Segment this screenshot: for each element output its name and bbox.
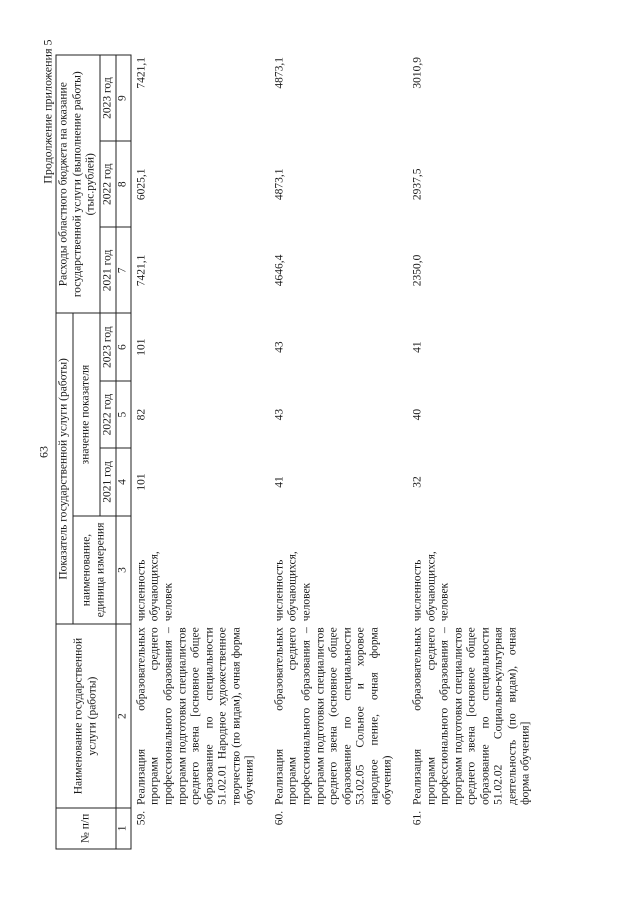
service-name: Реализация образовательных программ среднего профессионального образования – программ подготовки специалистов среднего звена (основное общее образование по специальности 53.02.05 Сольное и хоровое народное пение, очная форма обучения) bbox=[273, 627, 394, 805]
table-row bbox=[269, 55, 407, 849]
expense-2023: 4873,1 bbox=[273, 57, 286, 89]
table-row bbox=[131, 55, 270, 849]
column-number: 9 bbox=[116, 55, 131, 141]
column-number: 4 bbox=[116, 448, 131, 515]
indicator-name: численность обучающихся, человек bbox=[411, 551, 451, 622]
column-number: 8 bbox=[116, 141, 131, 227]
header-value-2021: 2021 год bbox=[100, 448, 117, 515]
header-value-2023: 2023 год bbox=[100, 313, 117, 380]
service-name: Реализация образовательных программ среднего профессионального образования – программ подготовки специалистов среднего звена [основное общее образование по специальности 51.02.02 Социально-культурная деятельность (по видам), очная форма обучения] bbox=[411, 627, 532, 805]
expense-2022: 2937,5 bbox=[411, 168, 424, 201]
indicator-name: численность обучающихся, человек bbox=[135, 551, 175, 622]
indicator-name: численность обучающихся, человек bbox=[273, 551, 313, 622]
value-2023: 101 bbox=[135, 338, 148, 356]
service-name: Реализация образовательных программ среднего профессионального образования – программ подготовки специалистов среднего звена [основное общее образование по специальности 51.02.01 Народное художественное творчество (по видам), очная форма обучения] bbox=[135, 627, 256, 805]
header-indicator-group: Показатель государственной услуги (работы) bbox=[56, 313, 73, 624]
value-2023: 43 bbox=[273, 341, 286, 353]
row-number: 61. bbox=[411, 810, 424, 826]
value-2022: 40 bbox=[411, 408, 424, 421]
row-number: 60. bbox=[273, 810, 286, 826]
header-expense-2023: 2023 год bbox=[100, 55, 117, 141]
value-2022: 43 bbox=[273, 408, 286, 421]
page-number: 63 bbox=[36, 446, 51, 458]
expense-2021: 2350,0 bbox=[411, 254, 424, 287]
value-2023: 41 bbox=[411, 341, 424, 353]
column-number: 2 bbox=[116, 624, 131, 808]
value-2022: 82 bbox=[135, 408, 148, 421]
row-number: 59. bbox=[135, 810, 148, 826]
column-numbers-row bbox=[116, 55, 131, 849]
header-row-1 bbox=[56, 55, 73, 849]
column-number: 3 bbox=[116, 516, 131, 625]
expense-2023: 3010,9 bbox=[411, 57, 424, 89]
value-2021: 101 bbox=[135, 473, 148, 491]
value-2021: 41 bbox=[273, 476, 286, 488]
header-value-2022: 2022 год bbox=[100, 381, 117, 448]
header-expense-2022: 2022 год bbox=[100, 141, 117, 227]
expense-2021: 4646,4 bbox=[273, 254, 286, 287]
header-expense-2021: 2021 год bbox=[100, 227, 117, 313]
budget-table bbox=[56, 55, 546, 850]
expense-2022: 6025,1 bbox=[135, 168, 148, 201]
header-service-name: Наименование государственной услуги (работы) bbox=[56, 624, 116, 808]
column-number: 5 bbox=[116, 381, 131, 448]
header-indicator-name: наименование, единица измерения bbox=[73, 516, 117, 625]
expense-2022: 4873,1 bbox=[273, 168, 286, 201]
column-number: 7 bbox=[116, 227, 131, 313]
header-expenses: Расходы областного бюджета на оказание государственной услуги (выполнение работы) (тыс.рублей) bbox=[56, 55, 100, 313]
table-row bbox=[407, 55, 545, 849]
rotated-content bbox=[1, 0, 640, 905]
column-number: 1 bbox=[116, 808, 131, 849]
column-number: 6 bbox=[116, 313, 131, 380]
expense-2021: 7421,1 bbox=[135, 254, 148, 287]
value-2021: 32 bbox=[411, 476, 424, 488]
continuation-label: Продолжение приложения 5 bbox=[40, 39, 55, 184]
header-no: № п/п bbox=[56, 808, 116, 849]
expense-2023: 7421,1 bbox=[135, 57, 148, 89]
header-indicator-value: значение показателя bbox=[73, 313, 100, 515]
